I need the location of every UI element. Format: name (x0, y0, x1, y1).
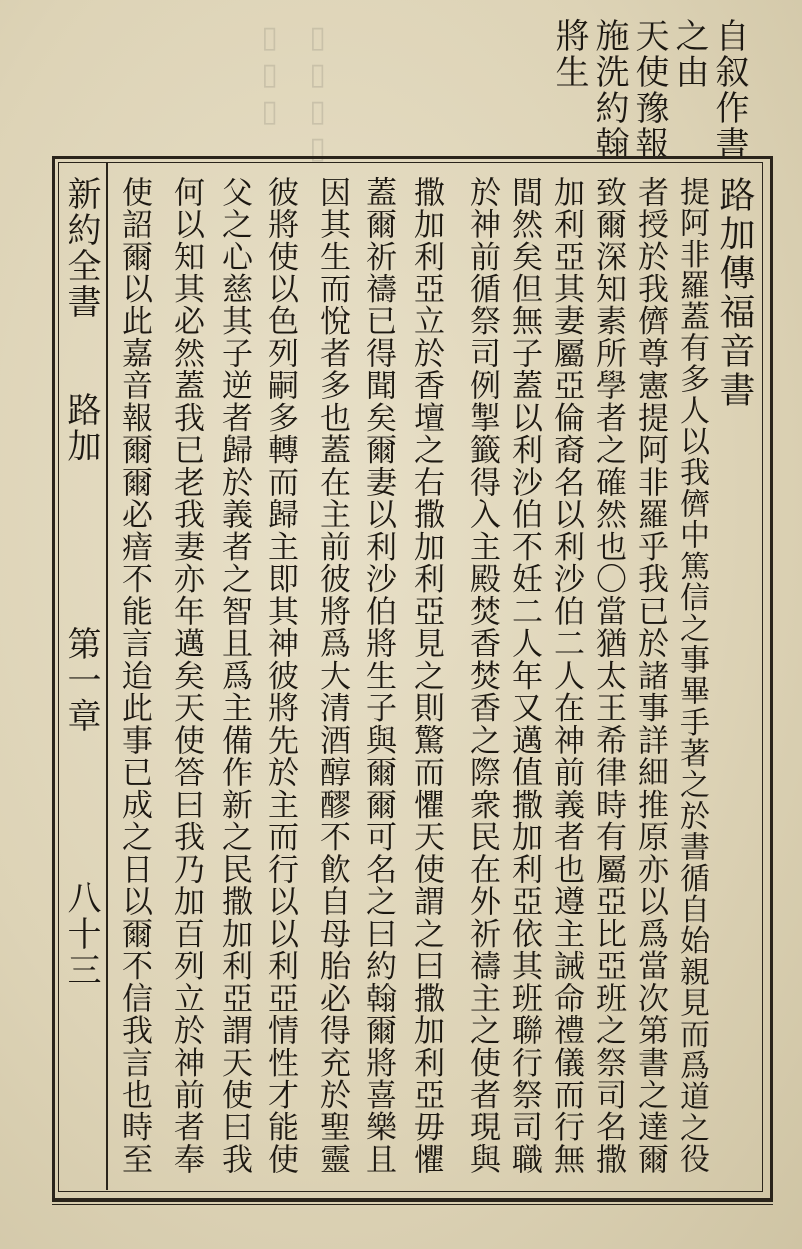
text-column: 父之心慈其子逆者歸於義者之智且爲主備作新之民撒加利亞謂天使曰我 (216, 176, 252, 1176)
text-column: 者授於我儕尊憲提阿非羅乎我已於諸事詳細推原亦以爲當次第書之達爾 (632, 176, 668, 1176)
book-title: 新約全書 (61, 176, 101, 320)
text-column: 何以知其必然蓋我已老我妻亦年邁矣天使答曰我乃加百列立於神前者奉 (168, 176, 204, 1176)
text-column: 致爾深知素所學者之確然也〇當猶太王希律時有屬亞比亞班之祭司名撒 (590, 176, 626, 1176)
text-column: 因其生而悅者多也蓋在主前彼將爲大清酒醇醪不飮自母胎必得充於聖靈 (314, 176, 350, 1176)
text-column: 彼將使以色列嗣多轉而歸主即其神彼將先於主而行以以利亞情性才能使 (262, 176, 298, 1176)
summary-column: 施洗約翰 (589, 18, 629, 162)
summary-column: 之由 (669, 18, 709, 90)
bottom-rule-thin (52, 1204, 773, 1205)
text-column: 提阿非羅蓋有多人以我儕中篤信之事畢手著之於書循自始親見而爲道之役 (674, 176, 709, 1175)
summary-column: 天使豫報 (629, 18, 669, 162)
summary-column: 將生 (549, 18, 589, 90)
book-name: 路加 (61, 392, 101, 464)
chapter-label: 第一章 (61, 626, 101, 734)
text-column: 間然矣但無子蓋以利沙伯不妊二人年又邁值撒加利亞依其班聯行祭司職 (506, 176, 542, 1176)
summary-column: 自叙作書 (709, 18, 749, 162)
text-column: 蓋爾祈禱已得聞矣爾妻以利沙伯將生子與爾爾可名之曰約翰爾將喜樂且 (360, 176, 396, 1176)
bleed-through-text: ▯▯▯▯ (300, 20, 335, 168)
page-number: 八十三 (61, 880, 101, 988)
bleed-through-text: ▯▯▯ (252, 20, 287, 131)
text-column: 加利亞其妻屬亞倫裔名以利沙伯二人在神前義者也遵主誡命禮儀而行無 (548, 176, 584, 1176)
text-column: 使詔爾以此嘉音報爾爾必瘖不能言迨此事已成之日以爾不信我言也時至 (116, 176, 152, 1176)
text-column: 於神前循祭司例掣籤得入主殿焚香焚香之際衆民在外祈禱主之使者現與 (464, 176, 500, 1176)
margin-divider (106, 162, 108, 1190)
bottom-rule (52, 1198, 773, 1201)
text-column: 撒加利亞立於香壇之右撒加利亞見之則驚而懼天使謂之曰撒加利亞毋懼 (408, 176, 444, 1176)
book-heading: 路加傳福音書 (714, 176, 755, 410)
